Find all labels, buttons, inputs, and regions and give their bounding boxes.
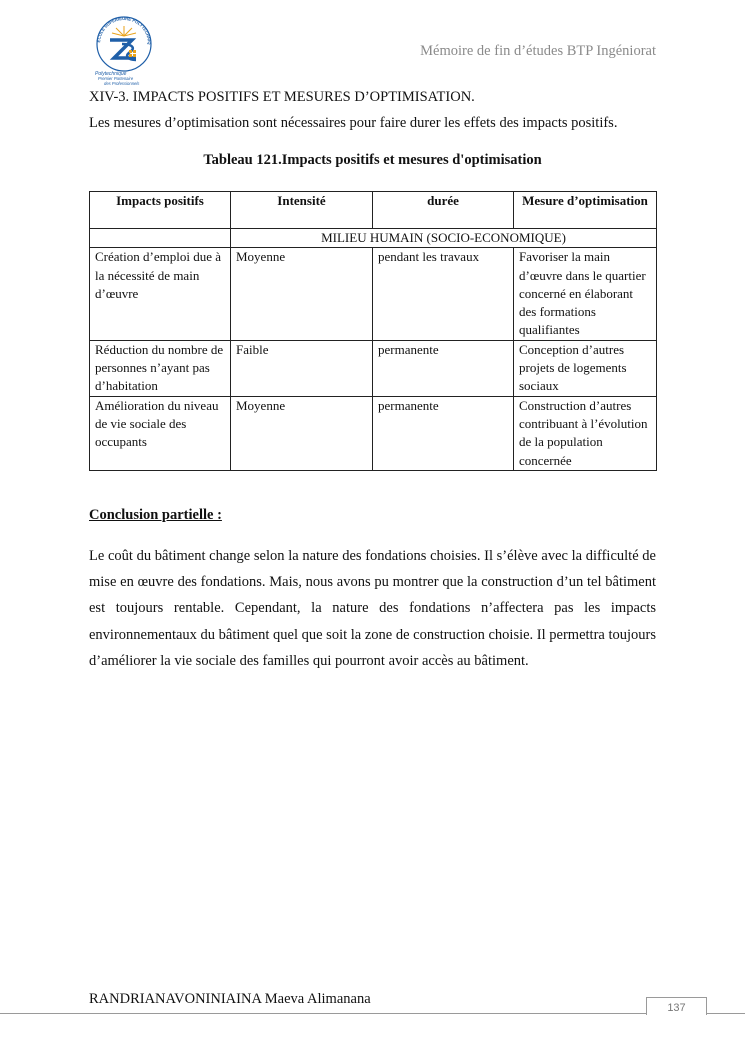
- cell-impact: Création d’emploi due à la nécessité de main d’œuvre: [90, 248, 231, 340]
- cell-intensite: Faible: [231, 340, 373, 396]
- svg-text:Premier Partenaire: Premier Partenaire: [98, 76, 134, 81]
- section-label: MILIEU HUMAIN (SOCIO-ECONOMIQUE): [231, 229, 657, 248]
- cell-intensite: Moyenne: [231, 248, 373, 340]
- table-caption: Tableau 121.Impacts positifs et mesures d'optimisation: [203, 152, 542, 168]
- svg-text:Polytechnique: Polytechnique: [95, 71, 127, 77]
- svg-text:des Professionnels: des Professionnels: [104, 81, 140, 86]
- header-mesure: Mesure d’optimisation: [514, 192, 657, 229]
- cell-mesure: Favoriser la main d’œuvre dans le quartier concerné en élaborant des formations qualifiantes: [514, 248, 657, 340]
- page-number: 137: [646, 997, 707, 1015]
- cell-impact: Amélioration du niveau de vie sociale des occupants: [90, 396, 231, 470]
- header-intensite: Intensité: [231, 192, 373, 229]
- table-row: [90, 248, 657, 340]
- impacts-table: [89, 191, 657, 471]
- section-row-empty-cell: [90, 229, 231, 248]
- intro-paragraph: Les mesures d’optimisation sont nécessaires pour faire durer les effets des impacts positifs.: [89, 115, 618, 131]
- cell-mesure: Conception d’autres projets de logements sociaux: [514, 340, 657, 396]
- cell-impact: Réduction du nombre de personnes n’ayant pas d’habitation: [90, 340, 231, 396]
- header-title: Mémoire de fin d’études BTP Ingéniorat: [420, 43, 656, 59]
- table-header-row: [90, 192, 657, 229]
- cell-duree: pendant les travaux: [373, 248, 514, 340]
- conclusion-title: Conclusion partielle :: [89, 507, 222, 523]
- school-logo-icon: [92, 14, 156, 86]
- cell-duree: permanente: [373, 396, 514, 470]
- table-row: [90, 396, 657, 470]
- conclusion-paragraph: Le coût du bâtiment change selon la nature des fondations choisies. Il s’élève avec la difficulté de mise en œuvre des fondations. Mais, nous avons pu montrer que la construction d’un tel bâtiment est toujours rentable. Cependant, la nature des fondations n’affectera pas les impacts environnementaux du bâtiment quel que soit la zone de construction choisie. Il permettra toujours d’améliorer la vie sociale des familles qui pourront avoir accès au bâtiment.: [89, 548, 656, 669]
- header-impacts: Impacts positifs: [90, 192, 231, 229]
- school-logo: [92, 14, 156, 86]
- section-title: XIV-3. IMPACTS POSITIFS ET MESURES D’OPTIMISATION.: [89, 89, 475, 105]
- svg-text:ÉCOLE SUPÉRIEURE POLYTECHNIQUE: ÉCOLE SUPÉRIEURE POLYTECHNIQ: [96, 15, 153, 45]
- cell-duree: permanente: [373, 340, 514, 396]
- table-section-row: [90, 229, 657, 248]
- header-duree: durée: [373, 192, 514, 229]
- footer-divider: [0, 1013, 745, 1014]
- cell-intensite: Moyenne: [231, 396, 373, 470]
- table-row: [90, 340, 657, 396]
- cell-mesure: Construction d’autres contribuant à l’évolution de la population concernée: [514, 396, 657, 470]
- footer-author: RANDRIANAVONINIAINA Maeva Alimanana: [89, 991, 371, 1007]
